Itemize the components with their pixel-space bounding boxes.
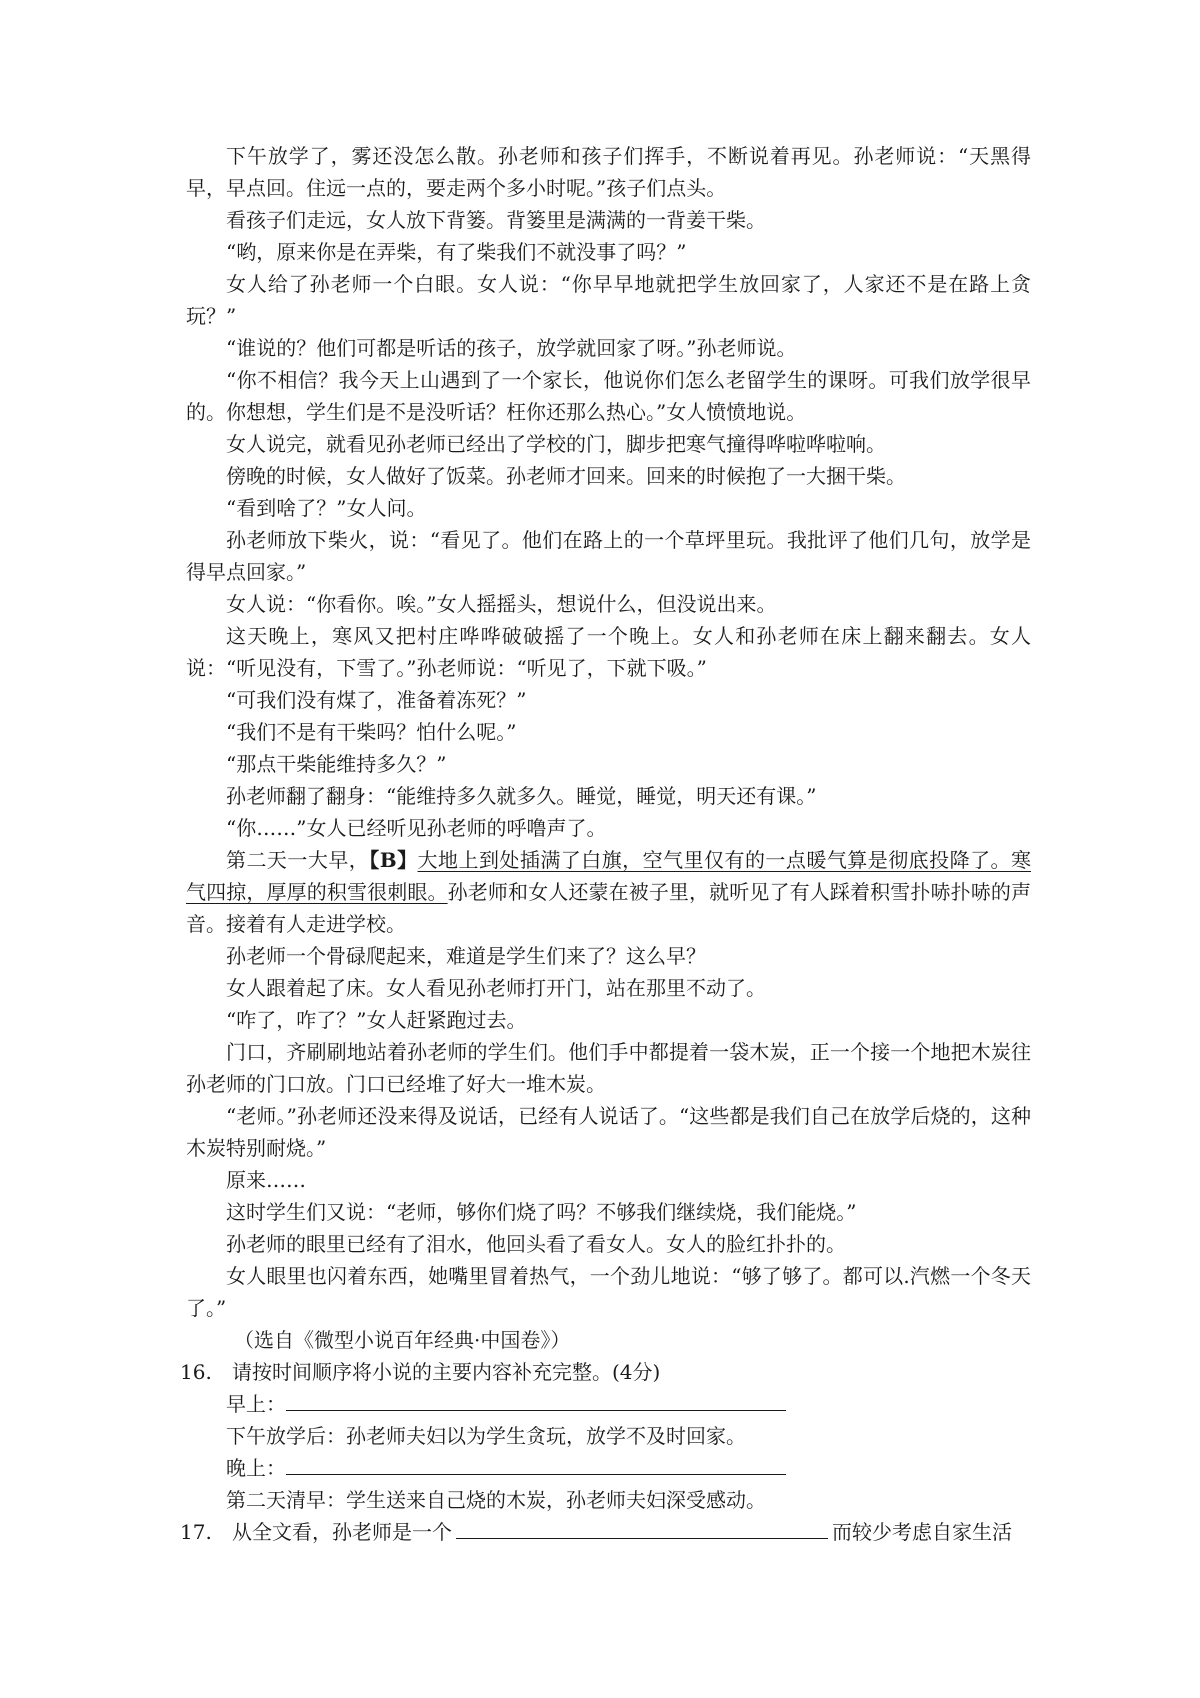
- question-17: [180, 1516, 1031, 1548]
- story-paragraph: 门口，齐刷刷地站着孙老师的学生们。他们手中都提着一袋木炭，正一个接一个地把木炭往孙老师的门口放。门口已经堆了好大一堆木炭。: [186, 1040, 1031, 1096]
- story-part-2: [186, 940, 1031, 1324]
- story-paragraph: 孙老师放下柴火，说：“看见了。他们在路上的一个草坪里玩。我批评了他们几句，放学是得早点回家。”: [186, 528, 1031, 584]
- story-paragraph-b: [186, 844, 1031, 940]
- marker-b: 【B】: [369, 848, 418, 872]
- story-paragraph: “看到啥了？”女人问。: [226, 496, 427, 520]
- question-16: [180, 1356, 1031, 1516]
- exam-page: [180, 140, 1032, 1548]
- story-paragraph: 女人说完，就看见孙老师已经出了学校的门，脚步把寒气撞得哗啦哗啦响。: [226, 432, 886, 456]
- q16-afternoon-line: 下午放学后：孙老师夫妇以为学生贪玩，放学不及时回家。: [226, 1424, 746, 1448]
- story-paragraph: 傍晚的时候，女人做好了饭菜。孙老师才回来。回来的时候抱了一大捆干柴。: [226, 464, 906, 488]
- story-part-1: [186, 140, 1031, 844]
- story-paragraph: 女人说：“你看你。唉。”女人摇摇头，想说什么，但没说出来。: [226, 592, 777, 616]
- para-b-pre: 第二天一大早，: [226, 848, 370, 872]
- q17-text-after: 而较少考虑自家生活: [832, 1520, 1012, 1544]
- question-text: 请按时间顺序将小说的主要内容补充完整。(4分): [232, 1360, 661, 1384]
- q16-evening-line: [186, 1452, 1031, 1484]
- para-b-post: 孙老师和女人还蒙在被子里，就听见了有人踩着积雪扑哧扑哧的声音。接着有人走进学校。: [186, 880, 1032, 936]
- story-paragraph: “哟，原来你是在弄柴，有了柴我们不就没事了吗？”: [226, 240, 687, 264]
- story-paragraph: 看孩子们走远，女人放下背篓。背篓里是满满的一背姜干柴。: [226, 208, 766, 232]
- q16-next-day-line: 第二天清早：学生送来自己烧的木炭，孙老师夫妇深受感动。: [226, 1488, 766, 1512]
- story-paragraph: “咋了，咋了？”女人赶紧跑过去。: [226, 1008, 527, 1032]
- q16-morning-line: [186, 1388, 1031, 1420]
- story-paragraph: 女人眼里也闪着东西，她嘴里冒着热气，一个劲儿地说：“够了够了。都可以.汽燃一个冬天了。”: [186, 1264, 1031, 1320]
- story-paragraph: 孙老师一个骨碌爬起来，难道是学生们来了？这么早？: [226, 944, 706, 968]
- q17-blank[interactable]: [456, 1516, 828, 1539]
- story-paragraph: “老师。”孙老师还没来得及说话，已经有人说话了。“这些都是我们自己在放学后烧的，这种木炭特别耐烧。”: [186, 1104, 1031, 1160]
- story-paragraph: “谁说的？他们可都是听话的孩子，放学就回家了呀。”孙老师说。: [226, 336, 797, 360]
- story-paragraph: 女人给了孙老师一个白眼。女人说：“你早早地就把学生放回家了，人家还不是在路上贪玩？”: [186, 272, 1031, 328]
- question-number: 16.: [180, 1360, 212, 1384]
- story-paragraph: “可我们没有煤了，准备着冻死？”: [226, 688, 527, 712]
- story-source: （选自《微型小说百年经典·中国卷》）: [234, 1328, 571, 1352]
- story-paragraph: 下午放学了，雾还没怎么散。孙老师和孩子们挥手，不断说着再见。孙老师说：“天黑得早，早点回。住远一点的，要走两个多小时呢。”孩子们点头。: [186, 144, 1031, 200]
- story-paragraph: 原来……: [226, 1168, 306, 1192]
- story-paragraph: 女人跟着起了床。女人看见孙老师打开门，站在那里不动了。: [226, 976, 766, 1000]
- story-paragraph: 这天晚上，寒风又把村庄哗哗破破摇了一个晚上。女人和孙老师在床上翻来翻去。女人说：“听见没有，下雪了。”孙老师说：“听见了，下就下吸。”: [186, 624, 1031, 680]
- q17-text-before: 从全文看，孙老师是一个: [232, 1520, 452, 1544]
- story-paragraph: “那点干柴能维持多久？”: [226, 752, 447, 776]
- story-paragraph: “你不相信？我今天上山遇到了一个家长，他说你们怎么老留学生的课呀。可我们放学很早的。你想想，学生们是不是没听话？枉你还那么热心。”女人愤愤地说。: [186, 368, 1031, 424]
- q16-morning-blank[interactable]: [286, 1388, 786, 1411]
- story-paragraph: 这时学生们又说：“老师，够你们烧了吗？不够我们继续烧，我们能烧。”: [226, 1200, 857, 1224]
- story-paragraph: 孙老师翻了翻身：“能维持多久就多久。睡觉，睡觉，明天还有课。”: [226, 784, 817, 808]
- story-paragraph: “我们不是有干柴吗？怕什么呢。”: [226, 720, 517, 744]
- q16-evening-label: 晚上：: [226, 1456, 286, 1480]
- q16-morning-label: 早上：: [226, 1392, 286, 1416]
- question-number: 17.: [180, 1520, 212, 1544]
- story-paragraph: 孙老师的眼里已经有了泪水，他回头看了看女人。女人的脸红扑扑的。: [226, 1232, 846, 1256]
- story-paragraph: “你……”女人已经听见孙老师的呼噜声了。: [226, 816, 607, 840]
- underlined-sentence-b: 大地上到处插满了白旗，空气里仅有的一点暖气算是彻底投降了。寒气四掠，厚厚的积雪很刺眼。: [186, 848, 1032, 904]
- q16-evening-blank[interactable]: [286, 1452, 786, 1475]
